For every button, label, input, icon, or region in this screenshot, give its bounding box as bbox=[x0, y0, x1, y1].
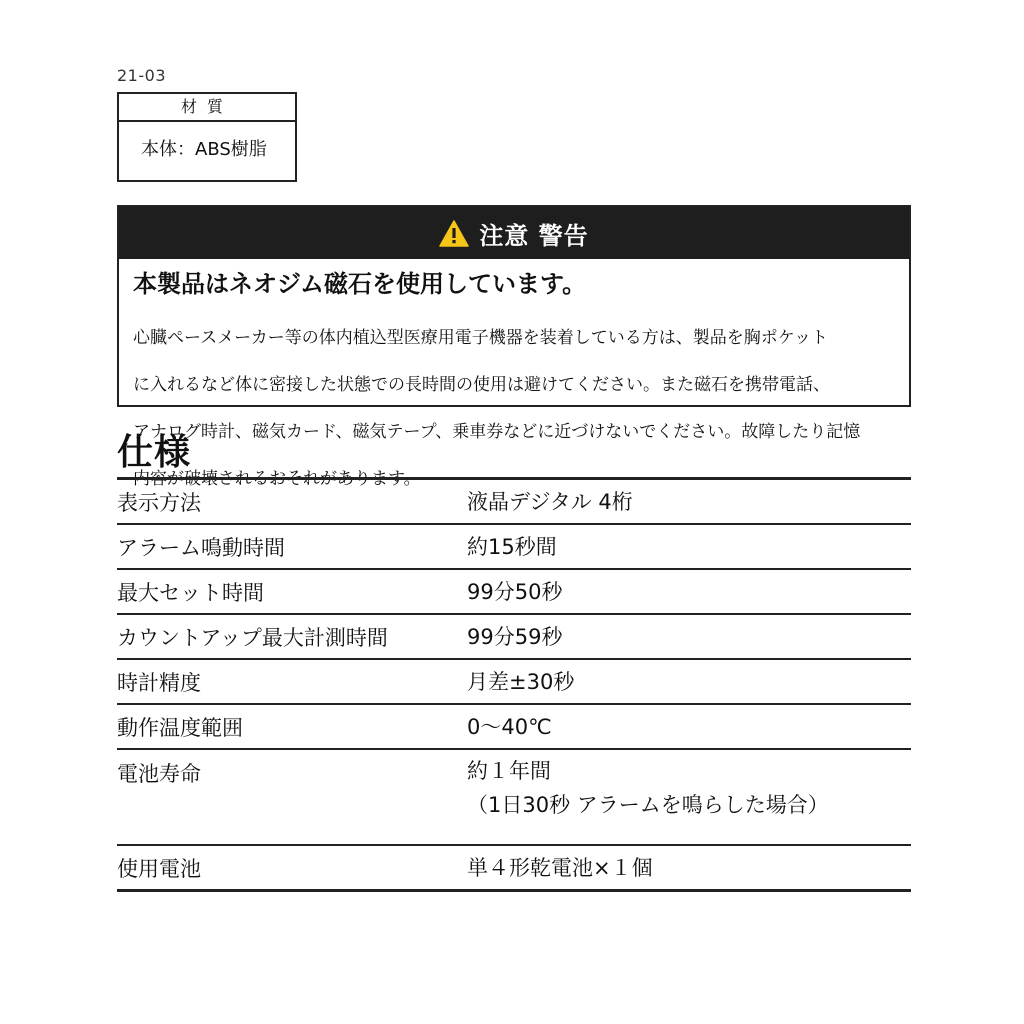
spec-label: 動作温度範囲 bbox=[117, 715, 243, 740]
material-header: 材質 bbox=[119, 94, 295, 122]
spec-row bbox=[117, 569, 911, 614]
spec-label: 使用電池 bbox=[117, 856, 201, 881]
spec-label: 表示方法 bbox=[117, 490, 201, 515]
spec-value: 約１年間 bbox=[467, 759, 551, 783]
spec-value-note: （1日30秒 アラームを鳴らした場合） bbox=[467, 793, 829, 817]
spec-row bbox=[117, 479, 911, 525]
spec-title: 仕様 bbox=[117, 432, 192, 473]
warning-title: 本製品はネオジム磁石を使用しています。 bbox=[133, 270, 587, 298]
spec-value: 単４形乾電池×１個 bbox=[467, 855, 653, 880]
spec-value: 液晶デジタル 4桁 bbox=[467, 489, 633, 514]
spec-value: 99分50秒 bbox=[467, 579, 563, 604]
spec-value: 約15秒間 bbox=[467, 534, 557, 559]
material-box bbox=[117, 92, 297, 182]
warning-line: 心臓ペースメーカー等の体内植込型医療用電子機器を装着している方は、製品を胸ポケット bbox=[133, 327, 828, 348]
spec-value: 99分59秒 bbox=[467, 624, 563, 649]
spec-label: 最大セット時間 bbox=[117, 580, 264, 605]
warning-header bbox=[119, 207, 909, 259]
warning-header-text: 注意 警告 bbox=[479, 221, 589, 250]
spec-row bbox=[117, 749, 911, 845]
material-value: 本体：ABS樹脂 bbox=[141, 139, 267, 160]
warning-line: 内容が破壊されるおそれがあります。 bbox=[133, 468, 421, 489]
spec-row bbox=[117, 524, 911, 569]
spec-label: 電池寿命 bbox=[117, 762, 201, 786]
spec-label: 時計精度 bbox=[117, 670, 201, 695]
spec-value: 月差±30秒 bbox=[467, 669, 575, 694]
warning-line: に入れるなど体に密接した状態での長時間の使用は避けてください。また磁石を携帯電話、 bbox=[133, 374, 830, 395]
spec-value: 0〜40℃ bbox=[467, 714, 552, 739]
spec-label: カウントアップ最大計測時間 bbox=[117, 625, 388, 650]
spec-row bbox=[117, 845, 911, 891]
spec-row bbox=[117, 659, 911, 704]
warning-line: アナログ時計、磁気カード、磁気テープ、乗車券などに近づけないでください。故障したり記憶 bbox=[133, 421, 861, 442]
spec-row bbox=[117, 614, 911, 659]
spec-value-group bbox=[467, 749, 911, 845]
spec-label: アラーム鳴動時間 bbox=[117, 535, 285, 560]
warning-triangle-icon bbox=[439, 220, 469, 247]
product-code: 21-03 bbox=[117, 66, 166, 85]
spec-row bbox=[117, 704, 911, 749]
spec-table bbox=[117, 477, 911, 892]
